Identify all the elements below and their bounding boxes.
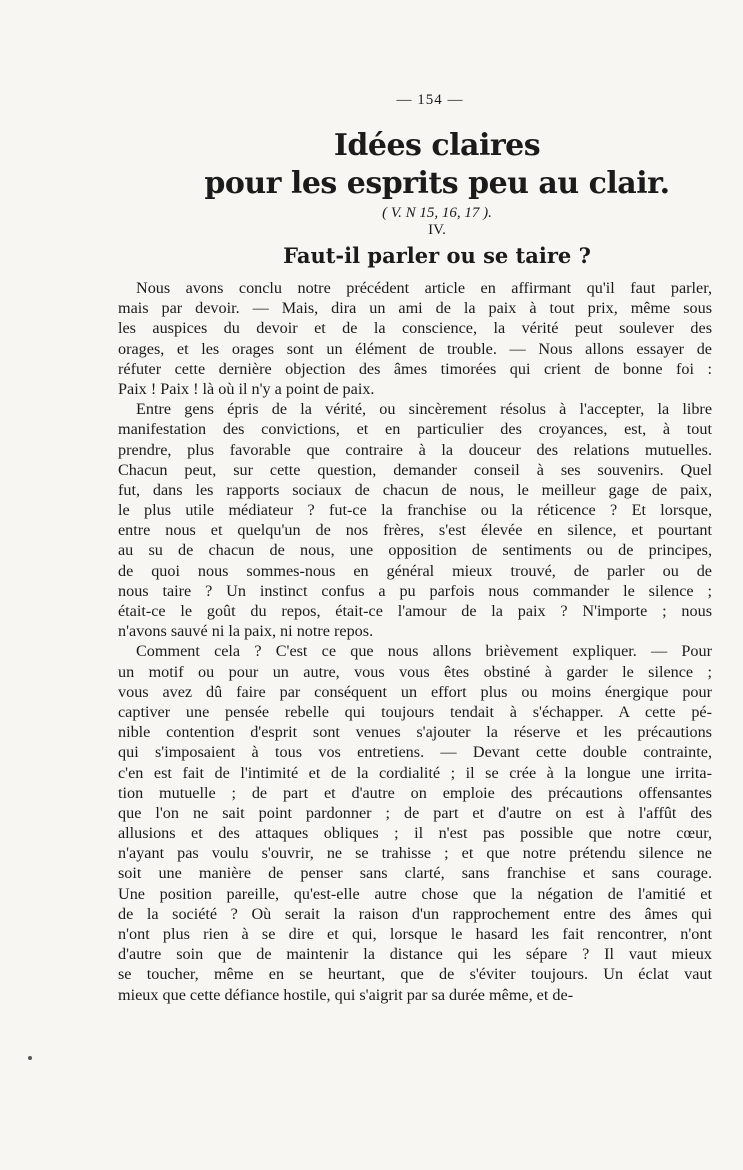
title-line-1: Idées claires bbox=[333, 128, 541, 163]
text-line: nous taire ? Un instinct confus a pu parfois nous commander le silence ; bbox=[118, 581, 712, 600]
text-line: d'autre soin que de maintenir la distance qui les sépare ? Il vaut mieux bbox=[118, 945, 712, 964]
text-line: le plus utile médiateur ? fut-ce la franchise ou la réticence ? Et lorsque, bbox=[118, 501, 712, 520]
text-line: tion mutuelle ; de part et d'autre on emploie des précautions offensantes bbox=[118, 783, 712, 802]
text-line: soit une manière de penser sans clarté, sans franchise et sans courage. bbox=[118, 864, 712, 883]
text-line: était-ce le goût du repos, était-ce l'amour de la paix ? N'importe ; nous bbox=[118, 602, 712, 620]
text-line: captiver une pensée rebelle qui toujours tendait à s'échapper. A cette pé- bbox=[118, 702, 712, 721]
text-line: n'ont plus rien à se dire et qui, lorsque le hasard les fait rencontrer, n'ont bbox=[118, 925, 712, 943]
text-line: c'en est fait de l'intimité et de la cordialité ; il se crée à la longue une irrita- bbox=[118, 763, 712, 782]
text-line: Paix ! Paix ! là où il n'y a point de paix. bbox=[118, 379, 375, 398]
text-line: se toucher, même en se heurtant, que de s'éviter toujours. Un éclat vaut bbox=[118, 965, 712, 984]
text-line: de la société ? Où serait la raison d'un rapprochement entre des âmes qui bbox=[118, 904, 712, 923]
text-line: les auspices du devoir et de la conscience, la vérité peut soulever des bbox=[118, 319, 712, 338]
page bbox=[118, 92, 712, 1005]
text-line: de quoi nous sommes-nous en général mieux trouvé, de parler ou de bbox=[118, 561, 712, 580]
text-line: prendre, plus favorable que contraire à la douceur des relations mutuelles. bbox=[118, 440, 712, 459]
section-title: Faut-il parler ou se taire ? bbox=[283, 243, 591, 268]
text-line: n'avons sauvé ni la paix, ni notre repos. bbox=[118, 622, 374, 641]
text-line: que l'on ne sait point pardonner ; de part et d'autre on est à l'affût des bbox=[118, 803, 712, 822]
text-line: manifestation des convictions, et en particulier des croyances, est, à tout bbox=[118, 420, 712, 439]
text-line: nible contention d'esprit sont venues s'ajouter la réserve et les précautions bbox=[118, 723, 712, 742]
body-text bbox=[118, 278, 712, 1005]
text-line: mieux que cette défiance hostile, qui s'aigrit par sa durée même, et de- bbox=[118, 985, 574, 1004]
text-line: mais par devoir. — Mais, dira un ami de la paix à tout prix, même sous bbox=[118, 299, 712, 318]
page-number: — 154 — bbox=[396, 92, 464, 108]
text-line: orages, et les orages sont un élément de trouble. — Nous allons essayer de bbox=[118, 339, 712, 358]
section-number: IV. bbox=[428, 222, 446, 238]
text-line: au su de chacun de nous, une opposition de sentiments ou de principes, bbox=[118, 541, 712, 560]
text-line: fut, dans les rapports sociaux de chacun de nous, le meilleur gage de paix, bbox=[118, 480, 712, 499]
text-line: qui s'imposaient à tous vos entretiens. — Devant cette double contrainte, bbox=[118, 743, 712, 762]
text-line: n'ayant pas voulu s'ouvrir, ne se trahisse ; et que notre prétendu silence ne bbox=[118, 844, 712, 863]
text-line: réfuter cette dernière objection des âmes timorées qui crient de bonne foi : bbox=[118, 359, 712, 378]
text-line: entre nous et quelqu'un de nos frères, s'est élevée en silence, et pourtant bbox=[118, 521, 712, 540]
text-line: Chacun peut, sur cette question, demander conseil à ses souvenirs. Quel bbox=[118, 460, 712, 479]
reference: ( V. N 15, 16, 17 ). bbox=[382, 205, 492, 221]
text-line: un motif ou pour un autre, vous vous êtes obstiné à garder le silence ; bbox=[118, 662, 712, 681]
title-line-2: pour les esprits peu au clair. bbox=[204, 166, 670, 201]
text-line: allusions et des attaques obliques ; il n'est pas possible que notre cœur, bbox=[118, 824, 712, 843]
text-line: Une position pareille, qu'est-elle autre chose que la négation de l'amitié et bbox=[118, 884, 712, 903]
text-line: vous avez dû faire par conséquent un effort plus ou moins énergique pour bbox=[118, 682, 712, 701]
text-line: Comment cela ? C'est ce que nous allons brièvement expliquer. — Pour bbox=[136, 642, 712, 661]
text-line: Nous avons conclu notre précédent article en affirmant qu'il faut parler, bbox=[136, 279, 712, 297]
margin-mark bbox=[28, 1056, 32, 1060]
text-line: Entre gens épris de la vérité, ou sincèrement résolus à l'accepter, la libre bbox=[136, 400, 712, 419]
